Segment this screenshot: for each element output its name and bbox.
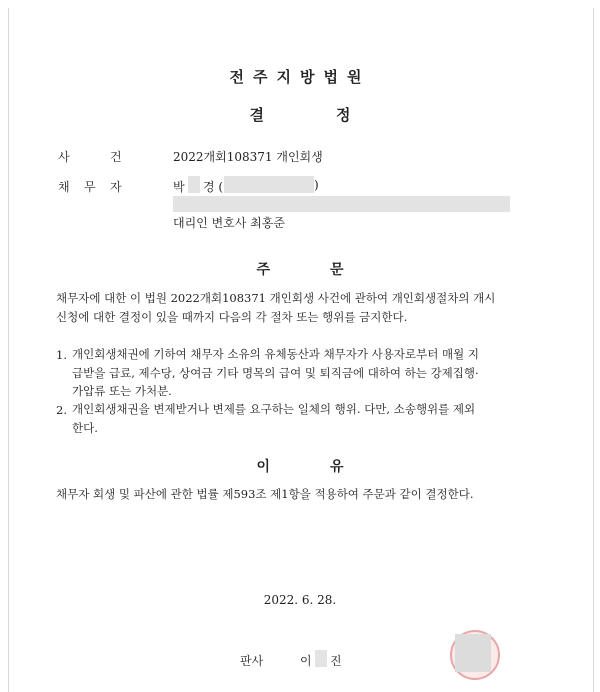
judge-name-first: 이: [300, 654, 312, 668]
reason-heading: [0, 456, 600, 476]
document-title: [0, 104, 600, 125]
decision-date: 2022. 6. 28.: [263, 593, 337, 607]
item1-line-3: 가압류 또는 가처분.: [72, 384, 172, 398]
redacted-address: [173, 196, 510, 212]
item2-line-1: 개인회생채권을 변제받거나 변제를 요구하는 일체의 행위. 다만, 소송행위를 제외: [72, 402, 476, 416]
case-label-1: 사: [58, 150, 70, 164]
debtor-paren-close: ): [314, 178, 319, 192]
reason-heading-char-2: 유: [330, 459, 344, 475]
debtor-name-rest: 경 (: [203, 180, 224, 194]
case-label-2: 건: [110, 150, 122, 164]
debtor-label-2: 무: [84, 180, 96, 194]
order-intro-line-2: 신청에 대한 결정이 있을 때까지 다음의 각 절차 또는 행위를 금지한다.: [56, 310, 408, 324]
debtor-label-3: 자: [110, 180, 122, 194]
redacted-seal: [455, 634, 491, 672]
redacted-judge-name-char: [315, 650, 327, 667]
redacted-id-number: [224, 176, 314, 193]
agent-line: 대리인 변호사 최홍준: [173, 216, 285, 230]
order-heading-char-1: 주: [256, 262, 270, 278]
judge-name-last: 진: [330, 654, 342, 668]
order-intro-line-1: 채무자에 대한 이 법원 2022개회108371 개인회생 사건에 관하여 개인회생절차의 개시: [56, 291, 496, 305]
item1-number: 1.: [56, 348, 67, 362]
item2-number: 2.: [56, 403, 67, 417]
title-char-1: 결: [249, 106, 264, 124]
judge-title: 판사: [240, 654, 264, 668]
title-char-2: 정: [336, 106, 351, 124]
redacted-name-char: [188, 176, 200, 193]
case-number: 2022개회108371 개인회생: [173, 150, 323, 164]
order-heading: [0, 259, 600, 279]
item1-line-1: 개인회생채권에 기하여 채무자 소유의 유체동산과 채무자가 사용자로부터 매월 지: [72, 347, 479, 361]
reason-heading-char-1: 이: [256, 459, 270, 475]
debtor-label-1: 채: [58, 180, 70, 194]
order-heading-char-2: 문: [330, 262, 344, 278]
item2-line-2: 한다.: [72, 421, 98, 435]
court-name: 전주지방법원: [229, 68, 371, 86]
reason-text: 채무자 회생 및 파산에 관한 법률 제593조 제1항을 적용하여 주문과 같이 결정한다.: [56, 487, 474, 501]
item1-line-2: 급받을 급료, 제수당, 상여금 기타 명목의 급여 및 퇴직금에 대하여 하는 강제집행·: [72, 366, 479, 380]
debtor-name-first: 박: [173, 180, 185, 194]
